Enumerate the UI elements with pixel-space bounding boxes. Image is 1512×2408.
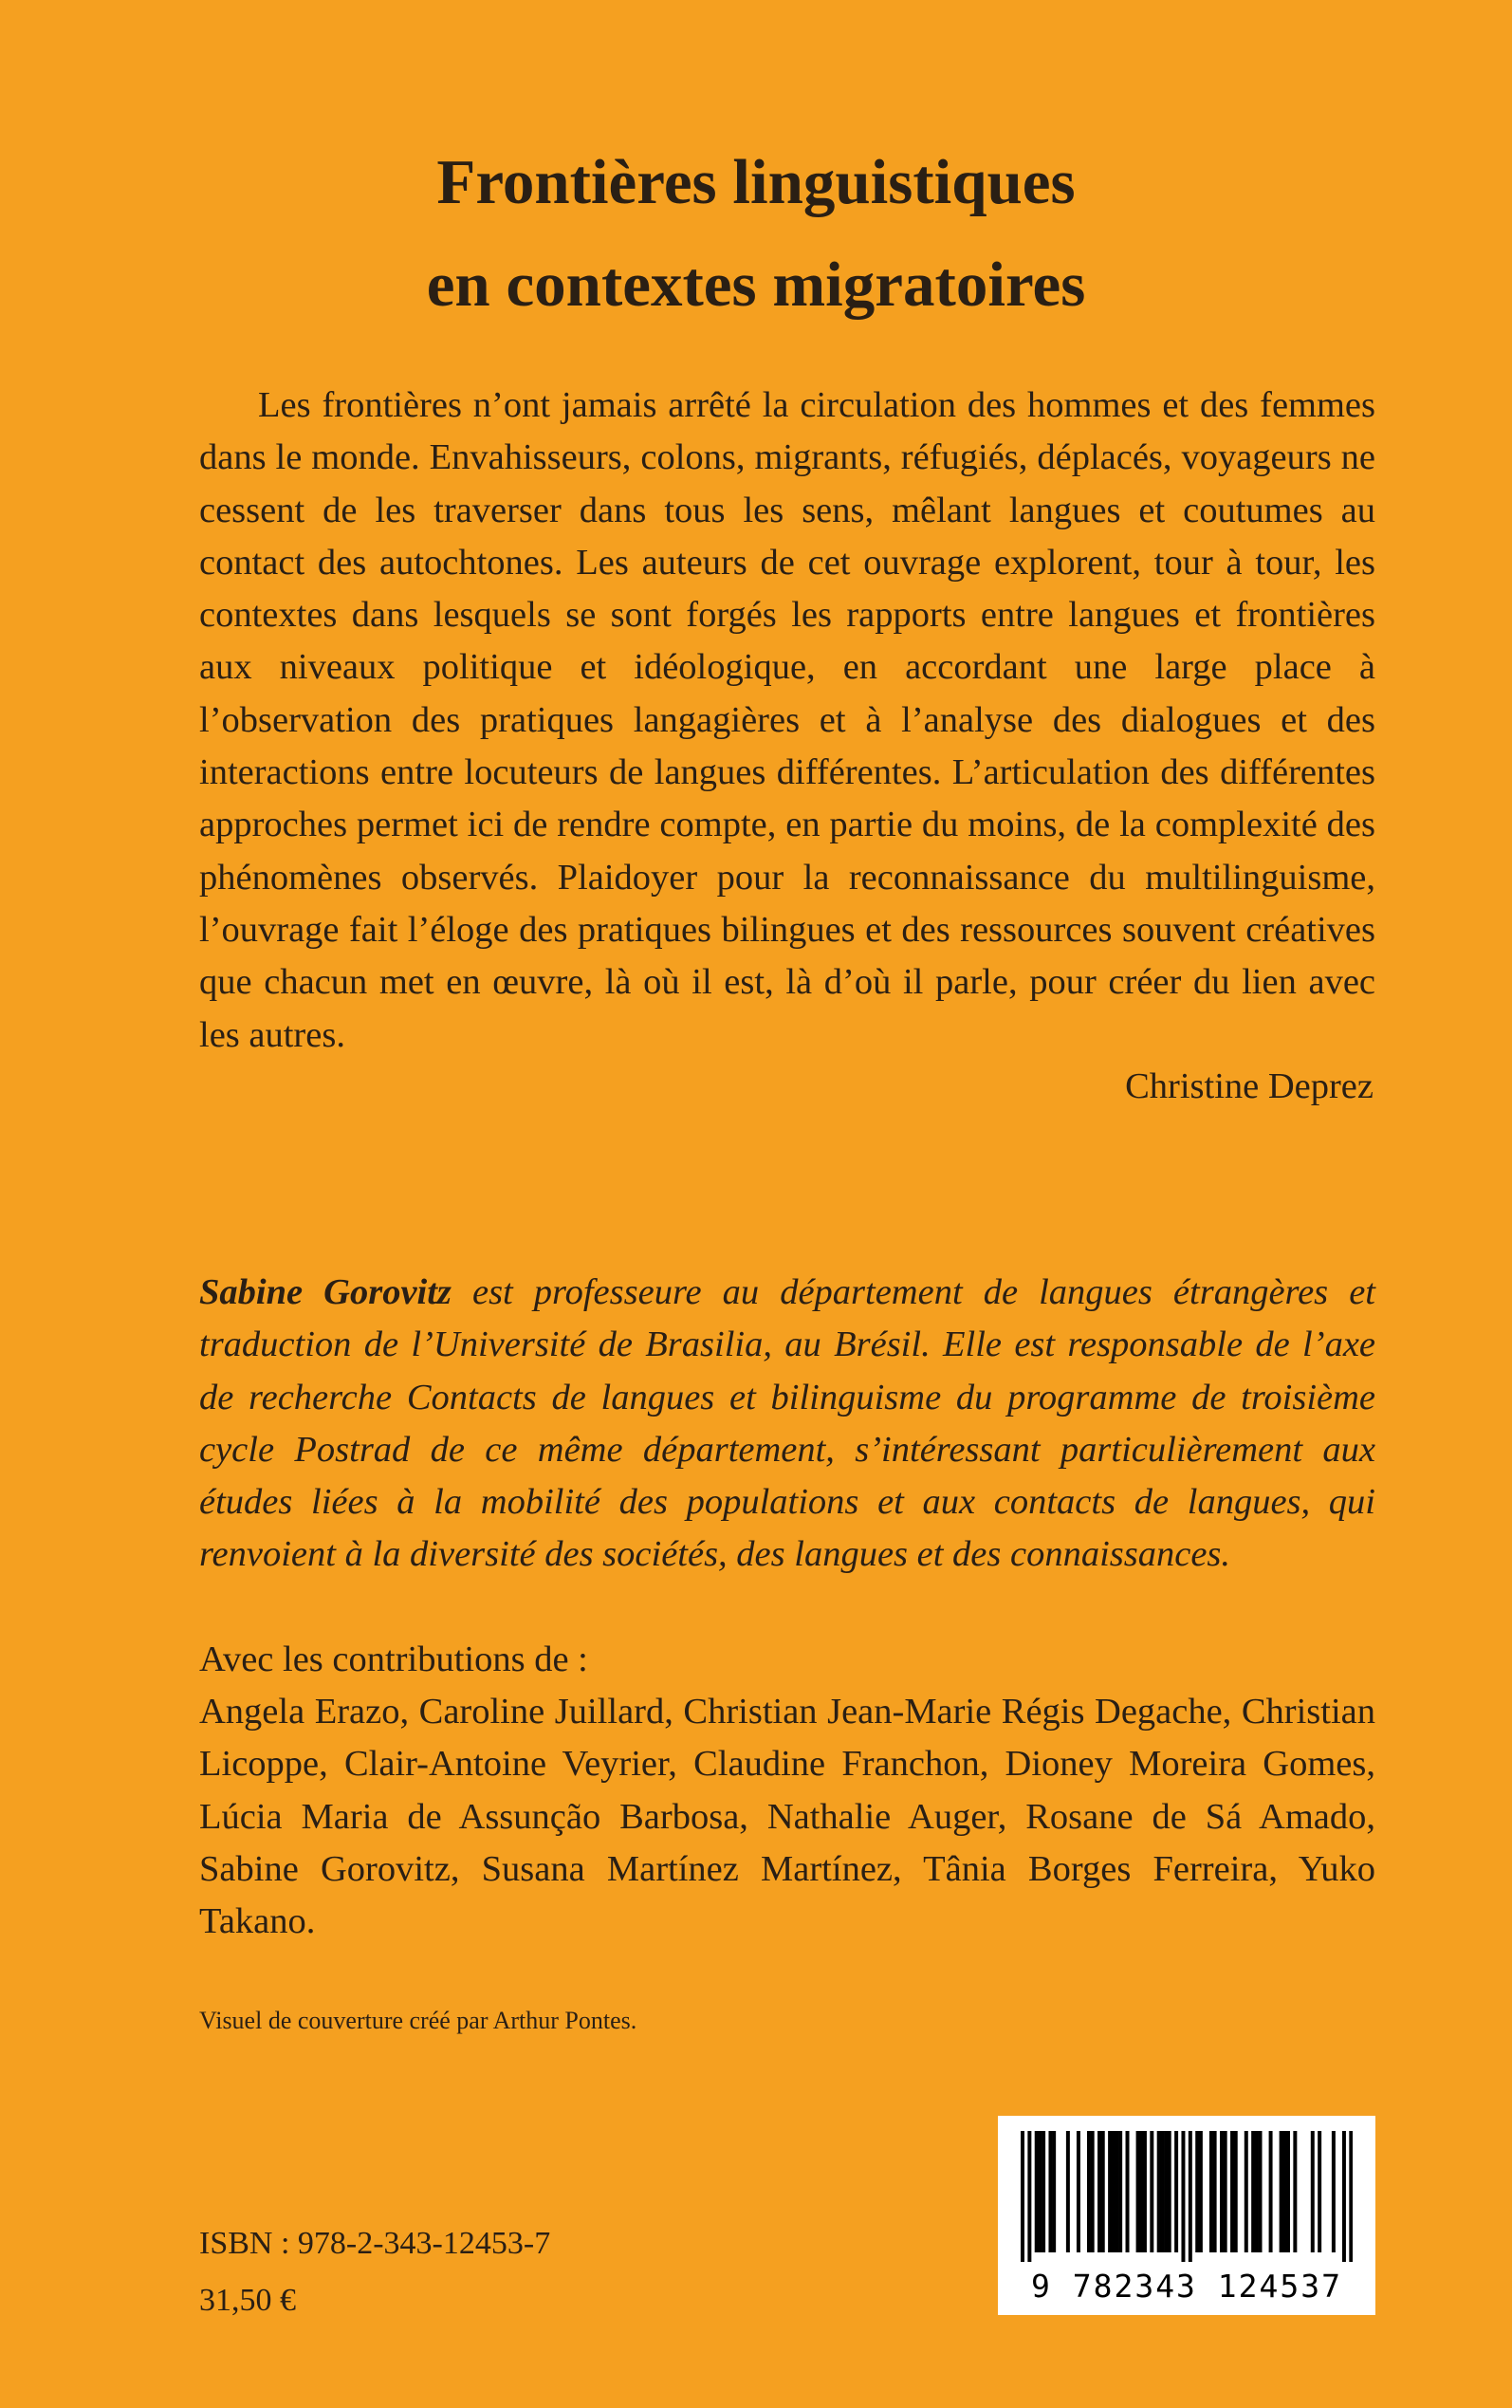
barcode-bar — [1097, 2131, 1101, 2252]
barcode-digits: 9 782343 124537 — [1030, 2268, 1342, 2305]
barcode-bar — [1181, 2131, 1185, 2262]
barcode-bar — [1259, 2131, 1263, 2252]
contributions-heading: Avec les contributions de : — [199, 1639, 588, 1679]
barcode-bar — [1077, 2131, 1080, 2252]
barcode-bar — [1091, 2131, 1095, 2252]
barcode-bar — [1269, 2131, 1273, 2252]
book-title — [0, 131, 1512, 336]
barcode-bar — [1293, 2131, 1297, 2252]
title-line-1: Frontières linguistiques — [436, 147, 1076, 217]
barcode-bar — [1174, 2131, 1178, 2252]
barcode-bar — [1087, 2131, 1091, 2252]
cover-credit: Visuel de couverture créé par Arthur Pontes. — [199, 2007, 637, 2034]
barcode-bar — [1160, 2131, 1164, 2252]
barcode-bar — [1255, 2131, 1259, 2252]
barcode-bar — [1048, 2131, 1052, 2252]
barcode-bar — [1332, 2131, 1336, 2252]
barcode-bar — [1052, 2131, 1056, 2252]
barcode-bar — [1234, 2131, 1238, 2252]
title-line-2: en contextes migratoires — [426, 250, 1086, 320]
barcode — [998, 2116, 1375, 2315]
barcode-bar — [1251, 2131, 1255, 2252]
barcode-bar — [1066, 2131, 1070, 2252]
barcode-bar — [1021, 2131, 1024, 2262]
barcode-bar — [1318, 2131, 1321, 2252]
barcode-bar — [1209, 2131, 1213, 2252]
blurb-paragraph: Les frontières n’ont jamais arrêté la circulation des hommes et des femmes dans le monde. Envahisseurs, colons, migrants, réfugiés, déplacés, voyageurs ne cessent de les traverser dans tous les sens, mêlant langues et coutumes au contact des autochtones. Les auteurs de cet ouvrage explorent, tour à tour, les contextes dans lesquels se sont forgés les rapports entre langues et frontières aux niveaux politique et idéologique, en accordant une large place à l’observation des pratiques langagières et à l’analyse des dialogues et des interactions entre locuteurs de langues différentes. L’articulation des différentes approches permet ici de rendre compte, en partie du moins, de la complexité des phénomènes observés. Plaidoyer pour la reconnaissance du multilinguisme, l’ouvrage fait l’éloge des pratiques bilingues et des ressources souvent créatives que chacun met en œuvre, là où il est, là d’où il parle, pour créer du lien avec les autres. — [199, 385, 1375, 1055]
barcode-bars — [1021, 2131, 1353, 2262]
barcode-bar — [1115, 2131, 1118, 2252]
barcode-bar — [1286, 2131, 1290, 2252]
isbn: ISBN : 978-2-343-12453-7 — [199, 2226, 551, 2261]
barcode-bar — [1038, 2131, 1042, 2252]
barcode-bar — [1224, 2131, 1227, 2252]
barcode-bar — [1112, 2131, 1116, 2252]
author-name: Sabine Gorovitz — [199, 1272, 452, 1312]
barcode-bar — [1195, 2131, 1199, 2252]
barcode-bar — [1143, 2131, 1147, 2252]
barcode-bar — [1101, 2131, 1105, 2252]
barcode-bar — [1213, 2131, 1217, 2252]
barcode-bar — [1199, 2131, 1203, 2252]
barcode-bar — [1230, 2131, 1234, 2252]
barcode-bar — [1035, 2131, 1039, 2252]
barcode-bar — [1168, 2131, 1171, 2252]
barcode-bar — [1220, 2131, 1224, 2252]
barcode-bar — [1245, 2131, 1248, 2252]
barcode-bar — [1164, 2131, 1168, 2252]
barcode-bar — [1042, 2131, 1045, 2252]
price: 31,50 € — [199, 2283, 296, 2318]
barcode-bar — [1349, 2131, 1353, 2262]
barcode-bar — [1311, 2131, 1315, 2252]
contributions-list: Angela Erazo, Caroline Juillard, Christian Jean-Marie Régis Degache, Christian Licoppe, Clair-Antoine Veyrier, Claudine Franchon, Dioney Moreira Gomes, Lúcia Maria de Assunção Barbosa, Nathalie Auger, Rosane de Sá Amado, Sabine Gorovitz, Susana Martínez Martínez, Tânia Borges Ferreira, Yuko Takano. — [199, 1692, 1375, 1942]
author-bio-text: est professeure au département de langues étrangères et traduction de l’Université de Brasilia, au Brésil. Elle est responsable de l’axe de recherche Contacts de langues et bilinguisme du programme de troisième cycle Postrad de ce même département, s’intéressant particulièrement aux études liées à la mobilité des populations et aux contacts de langues, qui renvoient à la diversité des sociétés, des langues et des connaissances. — [199, 1272, 1375, 1575]
author-bio — [199, 1267, 1375, 1582]
barcode-bar — [1189, 2131, 1192, 2262]
barcode-bar — [1108, 2131, 1112, 2252]
barcode-bar — [1139, 2131, 1143, 2252]
barcode-bar — [1342, 2131, 1346, 2262]
barcode-bar — [1282, 2131, 1286, 2252]
barcode-bar — [1157, 2131, 1161, 2252]
barcode-bar — [1126, 2131, 1130, 2252]
barcode-bar — [1150, 2131, 1153, 2252]
barcode-bar — [1136, 2131, 1140, 2252]
barcode-bar — [1280, 2131, 1283, 2252]
barcode-bar — [1118, 2131, 1122, 2252]
barcode-bar — [1027, 2131, 1031, 2262]
blurb-signature: Christine Deprez — [1125, 1066, 1374, 1106]
